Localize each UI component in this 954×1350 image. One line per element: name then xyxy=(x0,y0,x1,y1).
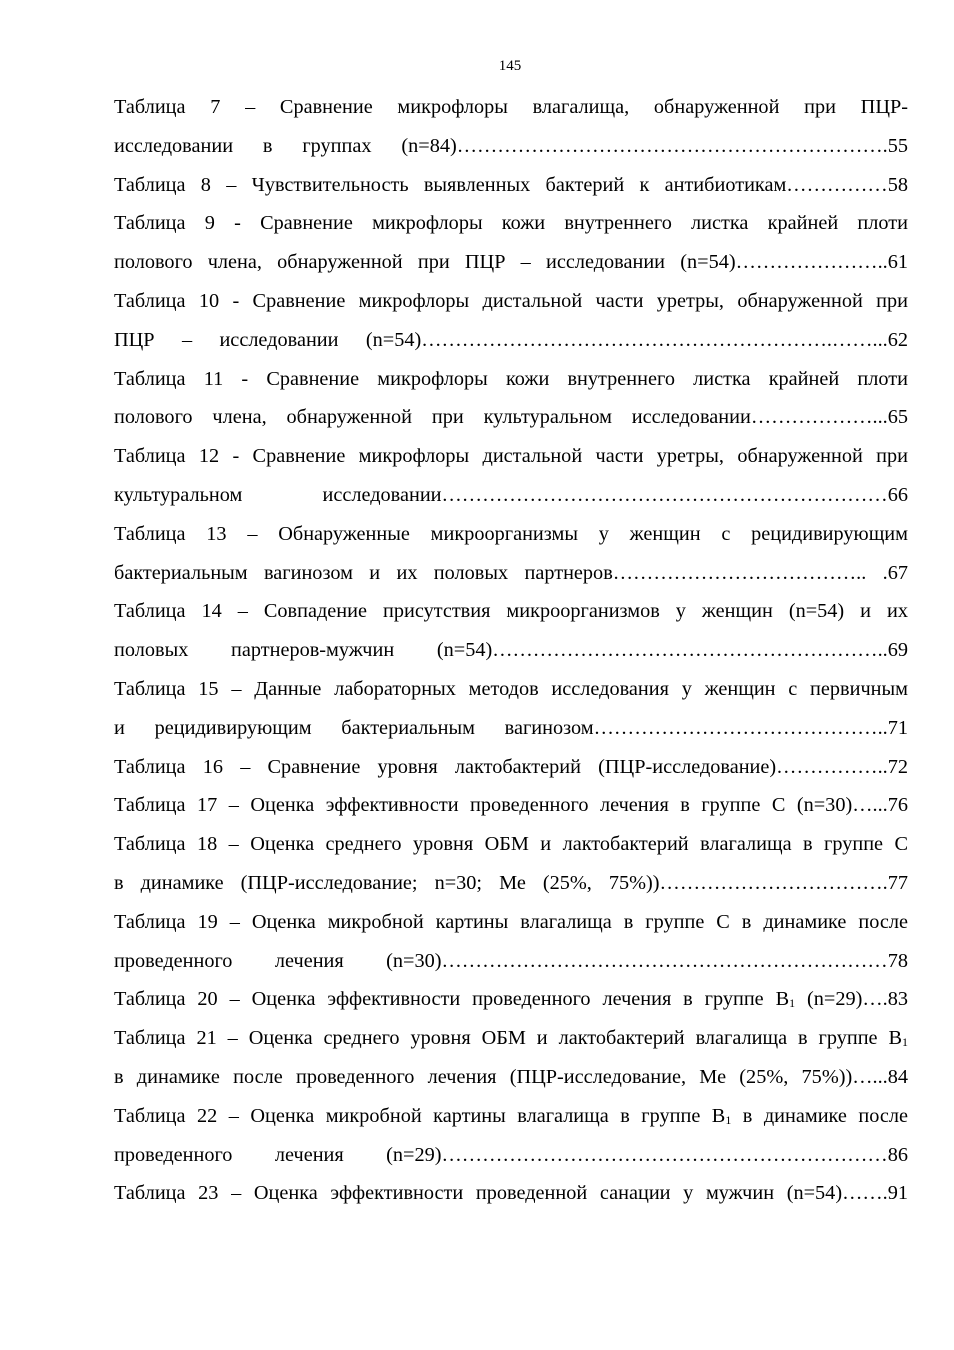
toc-entry-line: проведенного лечения (n=30)…………………………………………………………78 xyxy=(114,949,908,972)
toc-entry-table-15 xyxy=(114,670,908,748)
toc-entry-line: Таблица 10 - Сравнение микрофлоры дистальной части уретры, обнаруженной при xyxy=(114,289,908,312)
toc-entry-table-22 xyxy=(114,1097,908,1175)
toc-entry-table-18 xyxy=(114,825,908,903)
toc-entry-table-23 xyxy=(114,1174,908,1213)
toc-entry-table-10 xyxy=(114,282,908,360)
toc-entry-line: в динамике после проведенного лечения (ПЦР-исследование, Ме (25%, 75%))…...84 xyxy=(114,1065,908,1088)
toc-entry-line: бактериальным вагинозом и их половых партнеров……………………………….. .67 xyxy=(114,561,908,584)
toc-entry-line: Таблица 17 – Оценка эффективности проведенного лечения в группе С (n=30)…...76 xyxy=(114,794,908,817)
toc-entry-text: Таблица 21 – Оценка среднего уровня ОБМ и лактобактерий влагалища в группе В xyxy=(114,1027,902,1050)
subscript: 1 xyxy=(789,996,796,1011)
toc-entry-table-7 xyxy=(114,88,908,166)
toc-entry-table-9 xyxy=(114,204,908,282)
toc-entry-table-17 xyxy=(114,786,908,825)
toc-entry-line: культуральном исследовании…………………………………………………………66 xyxy=(114,483,908,506)
toc-entry-line: Таблица 16 – Сравнение уровня лактобактерий (ПЦР-исследование)……………..72 xyxy=(114,755,908,778)
toc-entry-line: полового члена, обнаруженной при ПЦР – исследовании (n=54)…………………..61 xyxy=(114,251,908,274)
table-of-contents xyxy=(114,88,908,1213)
toc-entry-line: ПЦР – исследовании (n=54)…………………………………………………….……...62 xyxy=(114,328,908,351)
toc-entry-line: Таблица 18 – Оценка среднего уровня ОБМ и лактобактерий влагалища в группе С xyxy=(114,833,908,856)
toc-entry-line xyxy=(114,1019,908,1058)
toc-entry-line: проведенного лечения (n=29)…………………………………………………………86 xyxy=(114,1143,908,1166)
toc-entry-line xyxy=(114,1097,908,1136)
toc-entry-text: (n=29)….83 xyxy=(795,988,908,1011)
toc-entry-table-12 xyxy=(114,437,908,515)
toc-entry-table-19 xyxy=(114,903,908,981)
toc-entry-text: в динамике после xyxy=(731,1104,908,1127)
toc-entry-line: Таблица 9 - Сравнение микрофлоры кожи внутреннего листка крайней плоти xyxy=(114,212,908,235)
toc-entry-line: Таблица 8 – Чувствительность выявленных бактерий к антибиотикам……………58 xyxy=(114,173,908,196)
toc-entry-table-13 xyxy=(114,515,908,593)
toc-entry-line xyxy=(114,980,908,1019)
toc-entry-line: исследовании в группах (n=84)……………………………………………………….55 xyxy=(114,134,908,157)
toc-entry-line: Таблица 14 – Совпадение присутствия микроорганизмов у женщин (n=54) и их xyxy=(114,600,908,623)
toc-entry-text: Таблица 20 – Оценка эффективности проведенного лечения в группе В xyxy=(114,988,790,1011)
toc-entry-table-11 xyxy=(114,360,908,438)
toc-entry-line: Таблица 15 – Данные лабораторных методов исследования у женщин с первичным xyxy=(114,677,908,700)
toc-entry-text: Таблица 22 – Оценка микробной картины влагалища в группе В xyxy=(114,1104,726,1127)
toc-entry-line: Таблица 23 – Оценка эффективности проведенной санации у мужчин (n=54)…….91 xyxy=(114,1182,908,1205)
toc-entry-table-21 xyxy=(114,1019,908,1097)
toc-entry-line: Таблица 12 - Сравнение микрофлоры дистальной части уретры, обнаруженной при xyxy=(114,445,908,468)
subscript: 1 xyxy=(902,1035,908,1050)
toc-entry-line: половых партнеров-мужчин (n=54)…………………………………………………..69 xyxy=(114,639,908,662)
toc-entry-line: в динамике (ПЦР-исследование; n=30; Ме (25%, 75%))…………………………….77 xyxy=(114,871,908,894)
toc-entry-line: Таблица 13 – Обнаруженные микроорганизмы у женщин с рецидивирующим xyxy=(114,522,908,545)
toc-entry-line: полового члена, обнаруженной при культуральном исследовании………………...65 xyxy=(114,406,908,429)
toc-entry-line: и рецидивирующим бактериальным вагинозом……………………………………..71 xyxy=(114,716,908,739)
toc-entry-line: Таблица 7 – Сравнение микрофлоры влагалища, обнаруженной при ПЦР- xyxy=(114,96,908,118)
toc-entry-table-8 xyxy=(114,166,908,205)
toc-entry-line: Таблица 11 - Сравнение микрофлоры кожи внутреннего листка крайней плоти xyxy=(114,367,908,390)
toc-entry-table-20 xyxy=(114,980,908,1019)
subscript: 1 xyxy=(725,1112,732,1127)
toc-entry-table-14 xyxy=(114,592,908,670)
toc-entry-line: Таблица 19 – Оценка микробной картины влагалища в группе С в динамике после xyxy=(114,910,908,933)
toc-entry-table-16 xyxy=(114,748,908,787)
page-number: 145 xyxy=(498,58,522,74)
